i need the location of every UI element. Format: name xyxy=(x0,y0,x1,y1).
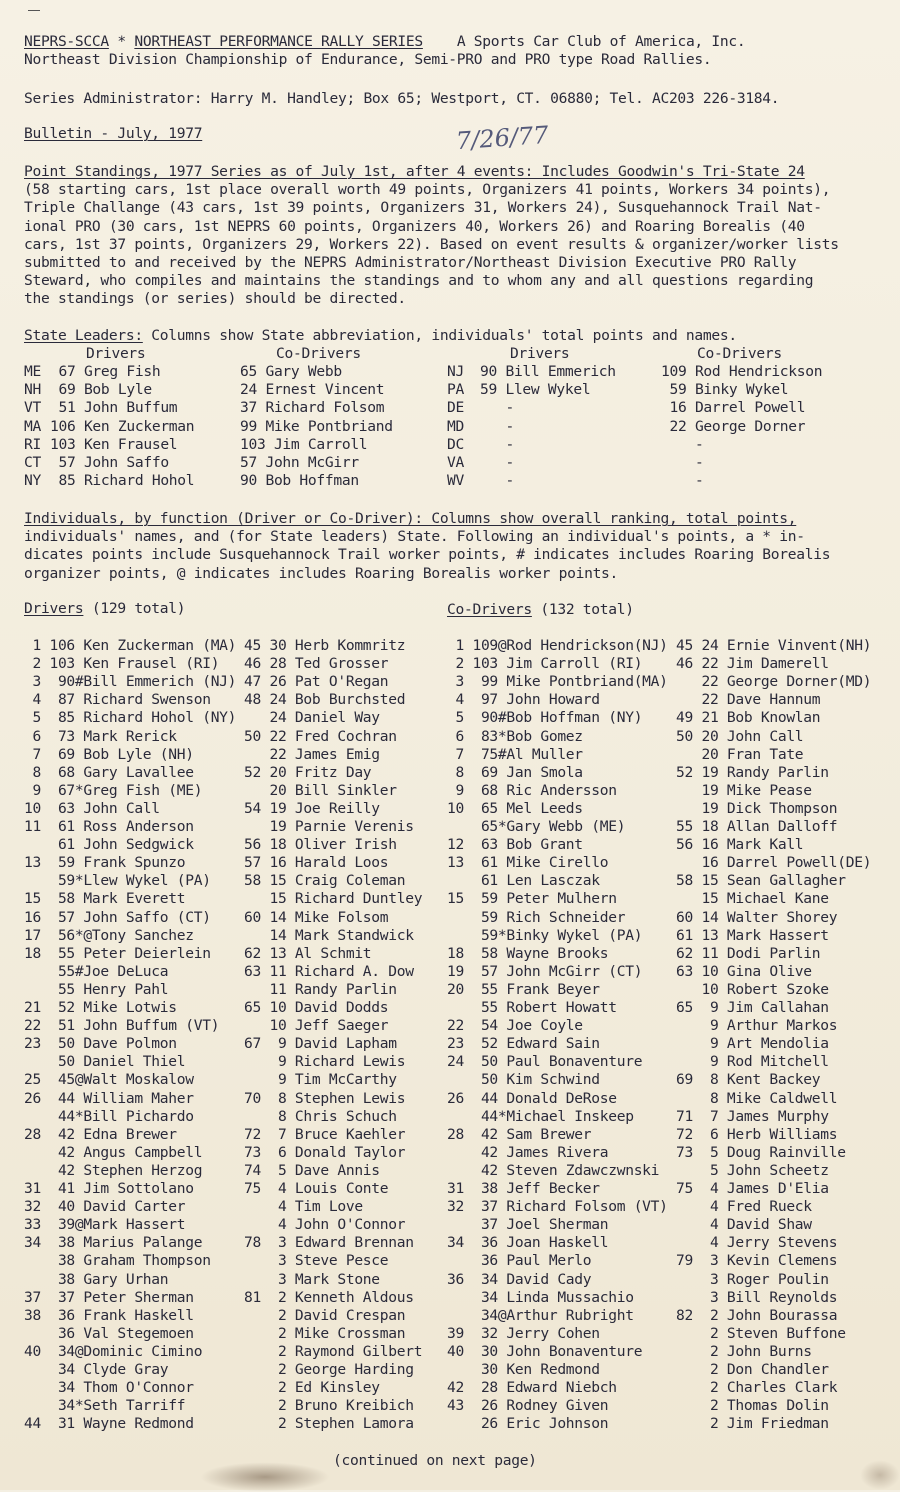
codriver-ranking-entry: 50 20 John Call xyxy=(676,727,804,745)
codriver-ranking-entry: 9 68 Ric Andersson xyxy=(447,781,617,799)
drivers-heading-label: Drivers xyxy=(24,600,84,617)
codriver-ranking-entry: 2 Charles Clark xyxy=(676,1379,838,1397)
driver-ranking-entry: 36 Val Stegemoen xyxy=(24,1324,194,1342)
state-abbreviation: ME xyxy=(24,363,41,380)
codriver-ranking-entry: 36 Paul Merlo xyxy=(447,1252,592,1270)
driver-ranking-entry: 50 22 Fred Cochran xyxy=(244,727,397,745)
state-leader-codriver: - xyxy=(661,454,704,471)
series-name: NORTHEAST PERFORMANCE RALLY SERIES xyxy=(134,33,423,50)
codriver-ranking-entry: 3 Bill Reynolds xyxy=(676,1288,838,1306)
codriver-ranking-entry: 22 George Dorner(MD) xyxy=(676,673,872,691)
driver-ranking-entry: 3 Mark Stone xyxy=(244,1270,380,1288)
driver-ranking-entry: 42 Stephen Herzog xyxy=(24,1161,203,1179)
codriver-ranking-entry: 34 Linda Mussachio xyxy=(447,1288,634,1306)
codriver-ranking-entry: 72 6 Herb Williams xyxy=(676,1125,838,1143)
state-leader-driver: 103 Ken Frausel xyxy=(50,435,178,453)
bulletin-date: Bulletin - July, 1977 xyxy=(24,125,203,142)
codriver-ranking-entry: 56 16 Mark Kall xyxy=(676,836,804,854)
state-leader-driver: 51 John Buffum xyxy=(50,399,178,417)
state-leader-driver: 90 Bill Emmerich xyxy=(480,363,616,380)
header-line-1 xyxy=(24,33,745,51)
standings-line: the standings (or series) should be directed. xyxy=(24,290,406,308)
driver-ranking-entry: 78 3 Edward Brennan xyxy=(244,1234,414,1252)
state-abbreviation: VT xyxy=(24,399,41,417)
driver-ranking-entry: 44*Bill Pichardo xyxy=(24,1107,194,1125)
codriver-ranking-entry: 59*Binky Wykel (PA) xyxy=(447,926,643,944)
state-leader-codriver: 59 Binky Wykel xyxy=(661,381,789,399)
driver-ranking-entry: 34 Clyde Gray xyxy=(24,1361,169,1378)
driver-ranking-entry: 34*Seth Tarriff xyxy=(24,1397,186,1415)
drivers-heading xyxy=(24,600,185,618)
driver-ranking-entry: 2 Mike Crossman xyxy=(244,1324,406,1342)
codriver-ranking-entry: 7 75#Al Muller xyxy=(447,745,583,763)
driver-ranking-entry: 32 40 David Carter xyxy=(24,1198,186,1216)
state-leaders-intro xyxy=(24,327,737,345)
state-leader-codriver: 57 John McGirr xyxy=(240,454,359,471)
driver-ranking-entry: 18 55 Peter Deierlein xyxy=(24,944,211,962)
codriver-ranking-entry: 22 54 Joe Coyle xyxy=(447,1017,583,1035)
driver-ranking-entry: 48 24 Bob Burchsted xyxy=(244,691,406,709)
codriver-ranking-entry: 2 Thomas Dolin xyxy=(676,1397,829,1415)
driver-ranking-entry: 33 39@Mark Hassert xyxy=(24,1216,186,1234)
codriver-ranking-entry: 26 44 Donald DeRose xyxy=(447,1089,617,1107)
codriver-ranking-entry: 10 65 Mel Leeds xyxy=(447,799,583,817)
codriver-ranking-entry: 18 58 Wayne Brooks xyxy=(447,944,609,962)
driver-ranking-entry: 24 Daniel Way xyxy=(244,709,380,727)
driver-ranking-entry: 17 56*@Tony Sanchez xyxy=(24,926,194,944)
codriver-ranking-entry: 40 30 John Bonaventure xyxy=(447,1342,643,1360)
state-leader-codriver: - xyxy=(661,472,704,490)
codriver-ranking-entry: 24 50 Paul Bonaventure xyxy=(447,1053,643,1071)
paper-stain xyxy=(200,1462,330,1492)
driver-ranking-entry: 74 5 Dave Annis xyxy=(244,1161,380,1179)
driver-ranking-entry: 6 73 Mark Rerick xyxy=(24,727,177,745)
codriver-ranking-entry: 73 5 Doug Rainville xyxy=(676,1143,846,1161)
individuals-line: dicates points include Susquehannock Trail worker points, # indicates includes Roaring Borealis xyxy=(24,546,831,564)
driver-ranking-entry: 62 13 Al Schmit xyxy=(244,944,372,962)
driver-ranking-entry: 1 106 Ken Zuckerman (MA) xyxy=(24,637,237,654)
driver-ranking-entry: 47 26 Pat O'Regan xyxy=(244,673,389,691)
state-leader-driver: 69 Bob Lyle xyxy=(50,381,152,399)
paper-stain xyxy=(860,1460,900,1490)
codriver-ranking-entry: 61 Len Lasczak xyxy=(447,872,600,890)
standings-line: Triple Challange (43 cars, 1st 39 points, Organizers 31, Workers 24), Susquehannock Trail Nat- xyxy=(24,199,822,217)
state-leader-driver: - xyxy=(480,399,514,417)
state-leaders-title: State Leaders: xyxy=(24,327,143,344)
codriver-ranking-entry: 19 Mike Pease xyxy=(676,781,812,799)
state-leader-codriver: 103 Jim Carroll xyxy=(240,435,368,453)
codriver-ranking-entry: 19 57 John McGirr (CT) xyxy=(447,962,643,980)
driver-ranking-entry: 2 Raymond Gilbert xyxy=(244,1342,423,1360)
codriver-ranking-entry: 9 Art Mendolia xyxy=(676,1035,829,1053)
codrivers-total: (132 total) xyxy=(531,601,634,618)
header-separator: * xyxy=(108,33,135,50)
state-leaders-right-drivers-header: Drivers xyxy=(510,345,570,362)
state-leader-codriver: 109 Rod Hendrickson xyxy=(661,363,823,380)
driver-ranking-entry: 60 14 Mike Folsom xyxy=(244,908,389,926)
codriver-ranking-entry: 34 36 Joan Haskell xyxy=(447,1234,609,1252)
state-abbreviation: NH xyxy=(24,381,41,399)
codriver-ranking-entry: 55 Robert Howatt xyxy=(447,999,617,1016)
standings-line: (58 starting cars, 1st place overall worth 49 points, Organizers 41 points, Workers 34 points), xyxy=(24,181,831,199)
driver-ranking-entry: 57 16 Harald Loos xyxy=(244,854,389,872)
driver-ranking-entry: 2 103 Ken Frausel (RI) xyxy=(24,655,220,673)
administrator-line: Series Administrator: Harry M. Handley; Box 65; Westport, CT. 06880; Tel. AC203 226-3184. xyxy=(24,90,780,107)
driver-ranking-entry: 75 4 Louis Conte xyxy=(244,1180,389,1197)
driver-ranking-entry: 73 6 Donald Taylor xyxy=(244,1143,406,1161)
codriver-ranking-entry: 46 22 Jim Damerell xyxy=(676,655,829,673)
state-leader-driver: 106 Ken Zuckerman xyxy=(50,417,195,435)
driver-ranking-entry: 15 Richard Duntley xyxy=(244,890,423,908)
state-leader-codriver: 16 Darrel Powell xyxy=(661,399,806,417)
driver-ranking-entry: 14 Mark Standwick xyxy=(244,926,414,944)
standings-line: cars, 1st 37 points, Organizers 29, Workers 22). Based on event results & organizer/worker lists xyxy=(24,235,839,253)
codriver-ranking-entry: 15 Michael Kane xyxy=(676,890,829,908)
driver-ranking-entry: 20 Bill Sinkler xyxy=(244,781,397,799)
codriver-ranking-entry: 10 Robert Szoke xyxy=(676,980,829,998)
codriver-ranking-entry: 20 55 Frank Beyer xyxy=(447,980,600,998)
driver-ranking-entry: 8 Chris Schuch xyxy=(244,1107,397,1125)
driver-ranking-entry: 50 Daniel Thiel xyxy=(24,1053,186,1071)
standings-line: submitted to and received by the NEPRS Administrator/Northeast Division Executive PRO Rally xyxy=(24,254,797,271)
continued-note: (continued on next page) xyxy=(333,1452,537,1469)
driver-ranking-entry: 4 John O'Connor xyxy=(244,1216,406,1234)
state-leader-driver: 67 Greg Fish xyxy=(50,363,161,380)
state-leader-driver: - xyxy=(480,472,514,490)
standings-line: ional PRO (30 cars, 1st NEPRS 60 points, Organizers 40, Workers 26) and Roaring Borealis (40 xyxy=(24,217,805,235)
driver-ranking-entry: 67 9 David Lapham xyxy=(244,1035,397,1053)
codriver-ranking-entry: 4 David Shaw xyxy=(676,1216,812,1234)
handwritten-date: 7/26/77 xyxy=(455,120,550,156)
codriver-ranking-entry: 52 19 Randy Parlin xyxy=(676,763,829,781)
codriver-ranking-entry: 8 Mike Caldwell xyxy=(676,1089,838,1107)
codriver-ranking-entry: 16 Darrel Powell(DE) xyxy=(676,854,872,872)
codriver-ranking-entry: 2 Don Chandler xyxy=(676,1361,829,1378)
codriver-ranking-entry: 61 13 Mark Hassert xyxy=(676,926,829,944)
driver-ranking-entry: 52 20 Fritz Day xyxy=(244,763,372,781)
codriver-ranking-entry: 69 8 Kent Backey xyxy=(676,1071,821,1089)
driver-ranking-entry: 15 58 Mark Everett xyxy=(24,890,186,908)
codriver-ranking-entry: 32 37 Richard Folsom (VT) xyxy=(447,1198,668,1216)
codriver-ranking-entry: 2 103 Jim Carroll (RI) xyxy=(447,655,643,673)
codriver-ranking-entry: 65 9 Jim Callahan xyxy=(676,999,829,1016)
codriver-ranking-entry: 50 Kim Schwind xyxy=(447,1071,600,1089)
driver-ranking-entry: 31 41 Jim Sottolano xyxy=(24,1180,194,1197)
driver-ranking-entry: 55 Henry Pahl xyxy=(24,980,169,998)
scca-name: A Sports Car Club of America, Inc. xyxy=(422,33,746,50)
codriver-ranking-entry: 2 Jim Friedman xyxy=(676,1415,829,1433)
state-abbreviation: PA xyxy=(447,381,464,399)
state-leader-codriver: 90 Bob Hoffman xyxy=(240,472,359,490)
driver-ranking-entry: 10 Jeff Saeger xyxy=(244,1017,389,1035)
codriver-ranking-entry: 39 32 Jerry Cohen xyxy=(447,1324,600,1342)
driver-ranking-entry: 37 37 Peter Sherman xyxy=(24,1288,194,1306)
driver-ranking-entry: 61 John Sedgwick xyxy=(24,836,194,854)
driver-ranking-entry: 3 90#Bill Emmerich (NJ) xyxy=(24,673,237,691)
driver-ranking-entry: 19 Parnie Verenis xyxy=(244,818,414,835)
codriver-ranking-entry: 42 Steven Zdawczwnski xyxy=(447,1161,660,1179)
codrivers-heading-label: Co-Drivers xyxy=(447,601,532,618)
driver-ranking-entry: 46 28 Ted Grosser xyxy=(244,655,389,673)
header-line-2: Northeast Division Championship of Endurance, Semi-PRO and PRO type Road Rallies. xyxy=(24,51,712,68)
codriver-ranking-entry: 55 18 Allan Dalloff xyxy=(676,818,838,835)
codriver-ranking-entry: 2 Steven Buffone xyxy=(676,1324,846,1342)
codriver-ranking-entry: 19 Dick Thompson xyxy=(676,799,838,817)
driver-ranking-entry: 7 69 Bob Lyle (NH) xyxy=(24,745,194,763)
margin-mark xyxy=(28,10,40,11)
driver-ranking-entry: 55#Joe DeLuca xyxy=(24,962,169,980)
driver-ranking-entry: 56 18 Oliver Irish xyxy=(244,836,397,854)
driver-ranking-entry: 21 52 Mike Lotwis xyxy=(24,999,177,1016)
state-leaders-right-codrivers-header: Co-Drivers xyxy=(697,345,782,362)
state-leader-driver: 57 John Saffo xyxy=(50,454,169,471)
driver-ranking-entry: 4 Tim Love xyxy=(244,1198,363,1216)
driver-ranking-entry: 70 8 Stephen Lewis xyxy=(244,1089,406,1107)
codriver-ranking-entry: 58 15 Sean Gallagher xyxy=(676,872,846,890)
state-abbreviation: MD xyxy=(447,417,464,435)
driver-ranking-entry: 65 10 David Dodds xyxy=(244,999,389,1016)
state-abbreviation: CT xyxy=(24,454,41,471)
driver-ranking-entry: 28 42 Edna Brewer xyxy=(24,1125,177,1143)
codriver-ranking-entry: 3 Roger Poulin xyxy=(676,1270,829,1288)
driver-ranking-entry: 4 87 Richard Swenson xyxy=(24,691,211,709)
codriver-ranking-entry: 22 Dave Hannum xyxy=(676,691,821,709)
driver-ranking-entry: 22 James Emig xyxy=(244,745,380,763)
codriver-ranking-entry: 12 63 Bob Grant xyxy=(447,836,583,854)
driver-ranking-entry: 59*Llew Wykel (PA) xyxy=(24,872,211,890)
driver-ranking-entry: 2 David Crespan xyxy=(244,1306,406,1324)
codriver-ranking-entry: 15 59 Peter Mulhern xyxy=(447,890,617,908)
codriver-ranking-entry: 63 10 Gina Olive xyxy=(676,962,812,980)
driver-ranking-entry: 58 15 Craig Coleman xyxy=(244,872,406,890)
codriver-ranking-entry: 79 3 Kevin Clemens xyxy=(676,1252,838,1270)
driver-ranking-entry: 40 34@Dominic Cimino xyxy=(24,1342,203,1360)
codriver-ranking-entry: 30 Ken Redmond xyxy=(447,1361,600,1378)
codriver-ranking-entry: 8 69 Jan Smola xyxy=(447,763,583,781)
codriver-ranking-entry: 5 90#Bob Hoffman (NY) xyxy=(447,709,643,727)
codrivers-heading xyxy=(447,601,634,619)
codriver-ranking-entry: 75 4 James D'Elia xyxy=(676,1180,829,1197)
state-leader-codriver: 65 Gary Webb xyxy=(240,363,342,380)
driver-ranking-entry: 45 30 Herb Kommritz xyxy=(244,637,406,654)
codriver-ranking-entry: 4 Jerry Stevens xyxy=(676,1234,838,1252)
codriver-ranking-entry: 44*Michael Inskeep xyxy=(447,1107,634,1125)
driver-ranking-entry: 38 36 Frank Haskell xyxy=(24,1306,194,1324)
codriver-ranking-entry: 2 John Burns xyxy=(676,1342,812,1360)
codriver-ranking-entry: 3 99 Mike Pontbriand(MA) xyxy=(447,673,668,691)
state-leader-driver: 59 Llew Wykel xyxy=(480,381,591,399)
driver-ranking-entry: 11 Randy Parlin xyxy=(244,980,397,998)
driver-ranking-entry: 81 2 Kenneth Aldous xyxy=(244,1288,414,1306)
codriver-ranking-entry: 20 Fran Tate xyxy=(676,745,804,763)
driver-ranking-entry: 26 44 William Maher xyxy=(24,1089,194,1107)
state-leader-driver: - xyxy=(480,454,514,471)
driver-ranking-entry: 42 Angus Campbell xyxy=(24,1143,203,1161)
codriver-ranking-entry: 1 109@Rod Hendrickson(NJ) xyxy=(447,637,668,654)
codriver-ranking-entry: 62 11 Dodi Parlin xyxy=(676,944,821,962)
driver-ranking-entry: 9 Tim McCarthy xyxy=(244,1071,397,1089)
driver-ranking-entry: 72 7 Bruce Kaehler xyxy=(244,1125,406,1143)
state-leaders-left-drivers-header: Drivers xyxy=(86,345,146,362)
driver-ranking-entry: 5 85 Richard Hohol (NY) xyxy=(24,709,237,727)
codriver-ranking-entry: 45 24 Ernie Vinvent(NH) xyxy=(676,637,872,654)
codriver-ranking-entry: 65*Gary Webb (ME) xyxy=(447,818,626,835)
driver-ranking-entry: 63 11 Richard A. Dow xyxy=(244,962,414,980)
individuals-line: individuals' names, and (for State leaders) State. Following an individual's points, a * in- xyxy=(24,528,805,546)
codriver-ranking-entry: 42 James Rivera xyxy=(447,1143,609,1161)
codriver-ranking-entry: 82 2 John Bourassa xyxy=(676,1306,838,1324)
state-abbreviation: NJ xyxy=(447,363,464,380)
codriver-ranking-entry: 6 83*Bob Gomez xyxy=(447,727,583,745)
driver-ranking-entry: 11 61 Ross Anderson xyxy=(24,818,194,835)
state-leader-codriver: 24 Ernest Vincent xyxy=(240,381,385,399)
state-abbreviation: DC xyxy=(447,435,464,453)
codriver-ranking-entry: 37 Joel Sherman xyxy=(447,1216,609,1234)
state-abbreviation: WV xyxy=(447,472,464,490)
state-abbreviation: VA xyxy=(447,454,464,471)
driver-ranking-entry: 38 Graham Thompson xyxy=(24,1252,211,1270)
codriver-ranking-entry: 4 Fred Rueck xyxy=(676,1198,812,1216)
codriver-ranking-entry: 71 7 James Murphy xyxy=(676,1107,829,1125)
state-leaders-left-codrivers-header: Co-Drivers xyxy=(276,345,361,362)
driver-ranking-entry: 2 Ed Kinsley xyxy=(244,1379,380,1397)
codriver-ranking-entry: 28 42 Sam Brewer xyxy=(447,1125,592,1143)
driver-ranking-entry: 34 Thom O'Connor xyxy=(24,1379,194,1397)
driver-ranking-entry: 16 57 John Saffo (CT) xyxy=(24,908,211,926)
individuals-line: organizer points, @ indicates includes Roaring Borealis worker points. xyxy=(24,564,619,582)
codriver-ranking-entry: 34@Arthur Rubright xyxy=(447,1306,634,1324)
codriver-ranking-entry: 13 61 Mike Cirello xyxy=(447,854,609,872)
codriver-ranking-entry: 59 Rich Schneider xyxy=(447,908,626,926)
driver-ranking-entry: 2 George Harding xyxy=(244,1361,414,1378)
driver-ranking-entry: 44 31 Wayne Redmond xyxy=(24,1415,194,1433)
driver-ranking-entry: 9 Richard Lewis xyxy=(244,1053,406,1071)
codriver-ranking-entry: 26 Eric Johnson xyxy=(447,1415,609,1433)
codriver-ranking-entry: 23 52 Edward Sain xyxy=(447,1035,600,1053)
state-abbreviation: MA xyxy=(24,417,41,435)
driver-ranking-entry: 2 Stephen Lamora xyxy=(244,1415,414,1433)
codriver-ranking-entry: 4 97 John Howard xyxy=(447,691,600,709)
driver-ranking-entry: 22 51 John Buffum (VT) xyxy=(24,1017,220,1035)
driver-ranking-entry: 38 Gary Urhan xyxy=(24,1270,169,1288)
driver-ranking-entry: 13 59 Frank Spunzo xyxy=(24,854,186,872)
state-leader-driver: - xyxy=(480,435,514,453)
state-leader-driver: 85 Richard Hohol xyxy=(50,472,195,490)
state-leader-codriver: - xyxy=(661,435,704,453)
state-leader-codriver: 99 Mike Pontbriand xyxy=(240,417,393,435)
state-abbreviation: DE xyxy=(447,399,464,417)
individuals-line: Individuals, by function (Driver or Co-Driver): Columns show overall ranking, total points, xyxy=(24,510,797,527)
org-name: NEPRS-SCCA xyxy=(24,33,109,50)
codriver-ranking-entry: 9 Arthur Markos xyxy=(676,1017,838,1035)
driver-ranking-entry: 23 50 Dave Polmon xyxy=(24,1035,177,1053)
codriver-ranking-entry: 60 14 Walter Shorey xyxy=(676,908,838,926)
drivers-total: (129 total) xyxy=(83,600,186,617)
state-leaders-description: Columns show State abbreviation, individuals' total points and names. xyxy=(142,327,737,344)
codriver-ranking-entry: 5 John Scheetz xyxy=(676,1161,829,1179)
state-abbreviation: NY xyxy=(24,472,41,490)
driver-ranking-entry: 25 45@Walt Moskalow xyxy=(24,1071,194,1089)
driver-ranking-entry: 54 19 Joe Reilly xyxy=(244,799,380,817)
state-leader-codriver: 37 Richard Folsom xyxy=(240,399,385,417)
codriver-ranking-entry: 36 34 David Cady xyxy=(447,1270,592,1288)
driver-ranking-entry: 8 68 Gary Lavallee xyxy=(24,763,194,781)
driver-ranking-entry: 9 67*Greg Fish (ME) xyxy=(24,781,203,799)
standings-line: Steward, who compiles and maintains the standings and to whom any and all questions regarding xyxy=(24,272,814,290)
codriver-ranking-entry: 9 Rod Mitchell xyxy=(676,1053,829,1071)
standings-line: Point Standings, 1977 Series as of July 1st, after 4 events: Includes Goodwin's Tri-State 24 xyxy=(24,163,805,180)
driver-ranking-entry: 10 63 John Call xyxy=(24,799,160,817)
driver-ranking-entry: 34 38 Marius Palange xyxy=(24,1234,203,1252)
codriver-ranking-entry: 31 38 Jeff Becker xyxy=(447,1180,600,1197)
codriver-ranking-entry: 49 21 Bob Knowlan xyxy=(676,709,821,727)
state-leader-driver: - xyxy=(480,417,514,435)
state-leader-codriver: 22 George Dorner xyxy=(661,417,806,435)
state-abbreviation: RI xyxy=(24,435,41,453)
codriver-ranking-entry: 43 26 Rodney Given xyxy=(447,1397,609,1415)
codriver-ranking-entry: 42 28 Edward Niebch xyxy=(447,1379,617,1397)
driver-ranking-entry: 3 Steve Pesce xyxy=(244,1252,389,1270)
driver-ranking-entry: 2 Bruno Kreibich xyxy=(244,1397,414,1415)
